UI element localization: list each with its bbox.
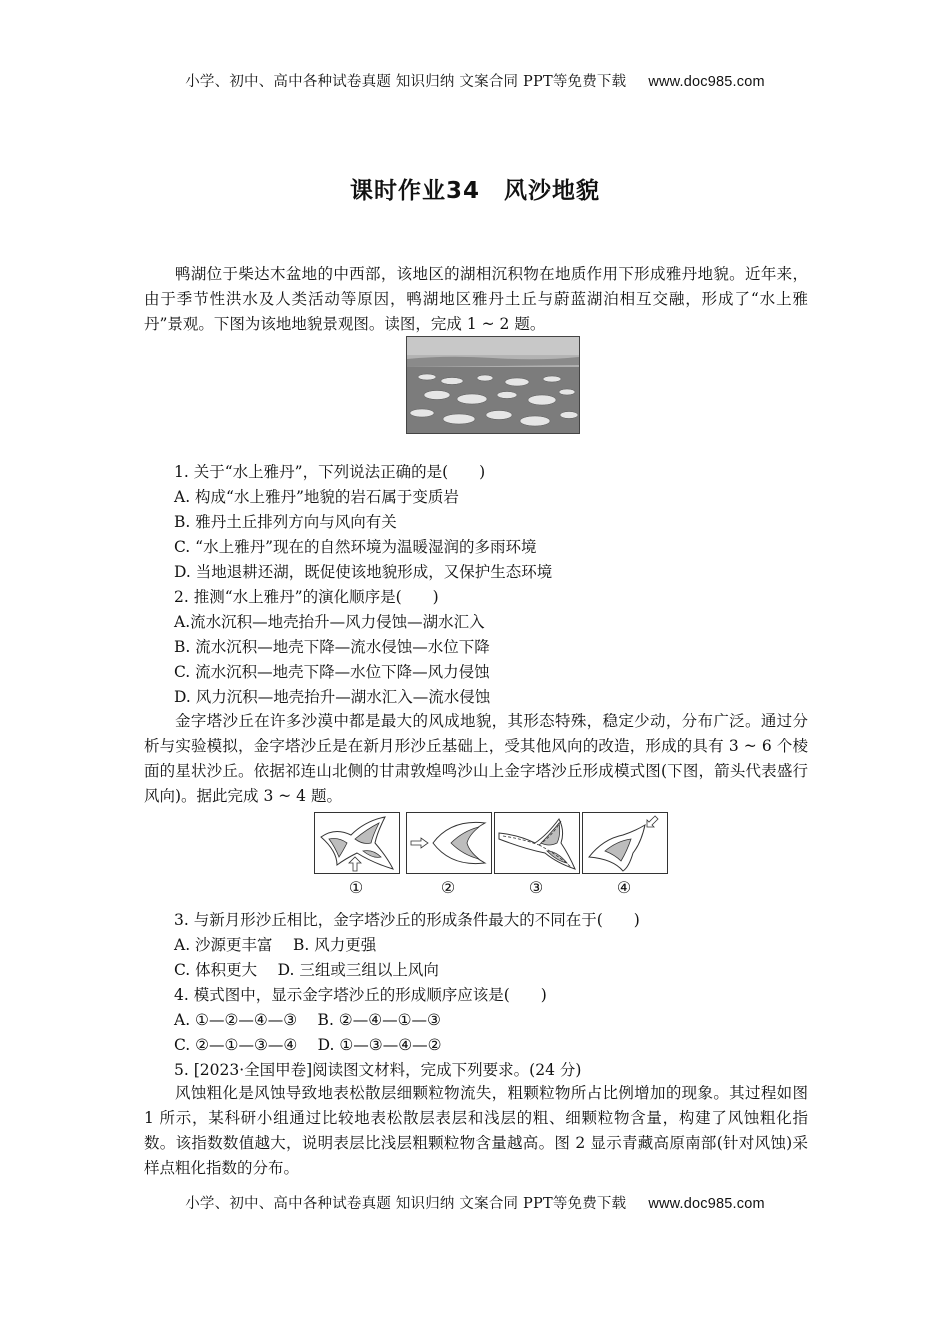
q3-stem: 3. 与新月形沙丘相比，金字塔沙丘的形成条件最大的不同在于( ) bbox=[174, 911, 640, 929]
q2-option-d: D. 风力沉积—地壳抬升—湖水汇入—流水侵蚀 bbox=[174, 688, 491, 706]
footer-site: www.doc985.com bbox=[648, 1196, 765, 1212]
intro3-paragraph: 风蚀粗化是风蚀导致地表松散层细颗粒物流失，粗颗粒物所占比例增加的现象。其过程如图 1 所示，某科研小组通过比较地表松散层表层和浅层的粗、细颗粒物含量，构建了风蚀粗化指数。该指数数值越大，说明表层比浅层粗颗粒物含量越高。图 2 显示青藏高原南部(针对风蚀)采样点粗化指数的分布。 bbox=[144, 1084, 808, 1177]
page-title: 课时作业34 风沙地貌 bbox=[349, 178, 600, 204]
q4-stem: 4. 模式图中，显示金字塔沙丘的形成顺序应该是( ) bbox=[174, 986, 547, 1004]
q2-option-b: B. 流水沉积—地壳下降—流水侵蚀—水位下降 bbox=[174, 638, 490, 656]
dune-label-3: ③ bbox=[528, 878, 544, 897]
page-footer bbox=[0, 1192, 950, 1213]
intro-paragraph: 鸭湖位于柴达木盆地的中西部，该地区的湖相沉积物在地质作用下形成雅丹地貌。近年来，由于季节性洪水及人类活动等原因，鸭湖地区雅丹土丘与蔚蓝湖泊相互交融，形成了“水上雅丹”景观。下图为该地地貌景观图。读图，完成 1 ~ 2 题。 bbox=[144, 265, 808, 333]
q1-stem: 1. 关于“水上雅丹”，下列说法正确的是( ) bbox=[174, 463, 486, 481]
intro2-paragraph: 金字塔沙丘在许多沙漠中都是最大的风成地貌，其形态特殊，稳定少动，分布广泛。通过分析与实验模拟，金字塔沙丘是在新月形沙丘基础上，受其他风向的改造，形成的具有 3 ~ 6 个棱面的星状沙丘。依据祁连山北侧的甘肃敦煌鸣沙山上金字塔沙丘形成模式图(下图，箭头代表盛行风向)。据此完成 3 ~ 4 题。 bbox=[144, 712, 808, 805]
q1-option-a: A. 构成“水上雅丹”地貌的岩石属于变质岩 bbox=[174, 488, 459, 506]
dune-panel-3 bbox=[494, 812, 580, 874]
q5-stem: 5. [2023·全国甲卷]阅读图文材料，完成下列要求。(24 分) bbox=[174, 1061, 582, 1079]
q4-options-row2: C. ②—①—③—④ D. ①—③—④—② bbox=[174, 1036, 442, 1054]
dune-label-1: ① bbox=[348, 878, 364, 897]
header-text: 小学、初中、高中各种试卷真题 知识归纳 文案合同 PPT等免费下载 bbox=[185, 74, 627, 90]
landscape-photo bbox=[406, 336, 580, 434]
q2-option-a: A.流水沉积—地壳抬升—风力侵蚀—湖水汇入 bbox=[174, 613, 485, 631]
footer-text: 小学、初中、高中各种试卷真题 知识归纳 文案合同 PPT等免费下载 bbox=[185, 1196, 627, 1212]
dune-panel-2 bbox=[406, 812, 492, 874]
q3-options-row1: A. 沙源更丰富 B. 风力更强 bbox=[174, 936, 377, 954]
q2-option-c: C. 流水沉积—地壳下降—水位下降—风力侵蚀 bbox=[174, 663, 490, 681]
dune-panel-1 bbox=[314, 812, 400, 874]
dune-label-4: ④ bbox=[616, 878, 632, 897]
page-header bbox=[0, 70, 950, 91]
q2-stem: 2. 推测“水上雅丹”的演化顺序是( ) bbox=[174, 588, 439, 606]
q1-option-c: C. “水上雅丹”现在的自然环境为温暖湿润的多雨环境 bbox=[174, 538, 537, 556]
q4-options-row1: A. ①—②—④—③ B. ②—④—①—③ bbox=[174, 1011, 441, 1029]
dune-label-2: ② bbox=[440, 878, 456, 897]
q1-option-d: D. 当地退耕还湖，既促使该地貌形成，又保护生态环境 bbox=[174, 563, 553, 581]
header-site: www.doc985.com bbox=[648, 74, 765, 90]
q1-option-b: B. 雅丹土丘排列方向与风向有关 bbox=[174, 513, 397, 531]
q3-options-row2: C. 体积更大 D. 三组或三组以上风向 bbox=[174, 961, 439, 979]
dune-panel-4 bbox=[582, 812, 668, 874]
